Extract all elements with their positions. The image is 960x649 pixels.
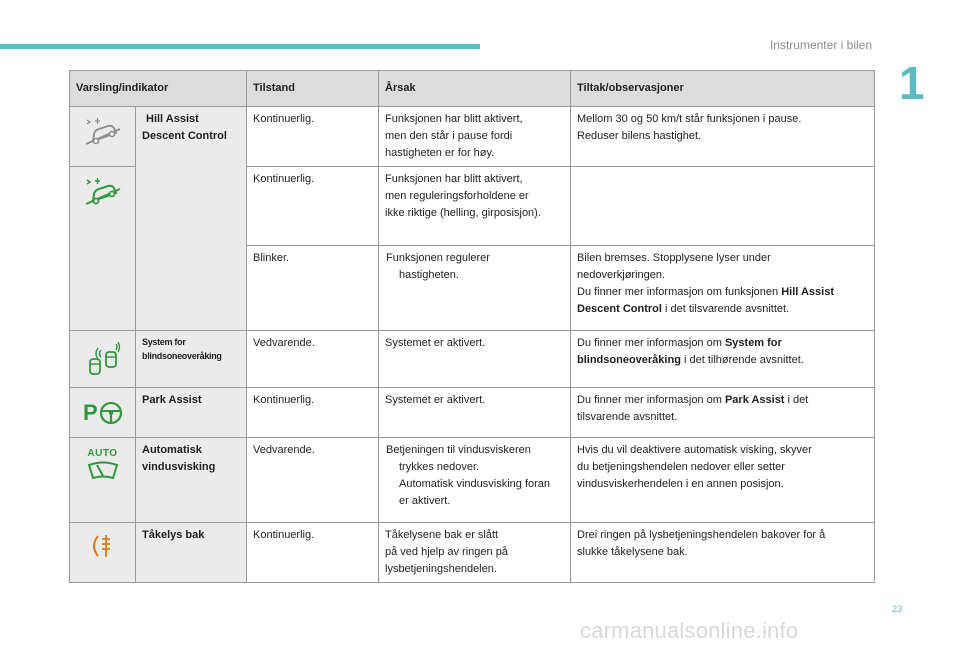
col-header-state: Tilstand <box>247 71 379 107</box>
cause-line: men den står i pause fordi <box>385 130 513 142</box>
action-text: Du finner mer informasjon om <box>577 337 725 349</box>
name-cell <box>136 331 247 388</box>
action-line: du betjeningshendelen nedover eller setter <box>577 461 785 473</box>
cause-line: er aktivert. <box>399 495 451 507</box>
action-line: tilsvarende avsnittet. <box>577 411 678 423</box>
state-cell: Kontinuerlig. <box>247 523 379 583</box>
action-line: slukke tåkelysene bak. <box>577 546 688 558</box>
action-line: Drei ringen på lysbetjeningshendelen bakover for å <box>577 529 826 541</box>
icon-cell <box>70 523 136 583</box>
table-row <box>70 388 875 438</box>
cause-line: Funksjonen har blitt aktivert, <box>385 113 523 125</box>
top-accent-bar <box>0 44 480 49</box>
cause-line: trykkes nedover. <box>399 461 480 473</box>
cause-line: men reguleringsforholdene er <box>385 190 529 202</box>
cause-line: hastigheten. <box>399 269 459 281</box>
rear-fog-light-icon <box>86 550 120 562</box>
wiper-name-line2: vindusvisking <box>142 461 216 473</box>
action-bold-text: Descent Control <box>577 303 662 315</box>
chapter-number: 1 <box>899 57 925 109</box>
cause-line: på ved hjelp av ringen på <box>385 546 508 558</box>
hill-assist-name-line2: Descent Control <box>142 130 227 142</box>
action-line: Mellom 30 og 50 km/t står funksjonen i pause. <box>577 113 802 125</box>
warning-indicator-table <box>69 70 875 583</box>
park-assist-icon <box>81 400 125 431</box>
action-line <box>577 301 868 318</box>
action-line: Bilen bremses. Stopplysene lyser under <box>577 252 771 264</box>
table-row <box>70 438 875 523</box>
state-cell: Vedvarende. <box>247 438 379 523</box>
action-bold-text: blindsoneoveråking <box>577 354 681 366</box>
col-header-cause: Årsak <box>379 71 571 107</box>
section-title: Instrumenter i bilen <box>769 38 872 52</box>
blind-spot-icon <box>85 368 121 380</box>
action-line: Reduser bilens hastighet. <box>577 130 702 142</box>
cause-cell <box>379 438 571 523</box>
wiper-icon <box>86 475 120 487</box>
cause-cell <box>379 167 571 246</box>
hill-descent-grey-icon <box>84 138 122 150</box>
action-cell <box>571 331 875 388</box>
action-text: Du finner mer informasjon om funksjonen <box>577 286 782 298</box>
action-cell <box>571 107 875 167</box>
action-bold-text: System for <box>724 337 782 349</box>
cause-line: Funksjonen regulerer <box>386 252 490 264</box>
action-cell <box>571 523 875 583</box>
state-cell: Blinker. <box>247 246 379 331</box>
action-line: Hvis du vil deaktivere automatisk visking, skyver <box>577 444 812 456</box>
cause-line: hastigheten er for høy. <box>385 147 495 159</box>
cause-cell <box>379 107 571 167</box>
blind-spot-name-line2: blindsoneoveråking <box>142 351 222 361</box>
icon-cell <box>70 107 136 167</box>
action-cell <box>571 246 875 331</box>
cause-line: Tåkelysene bak er slått <box>385 529 499 541</box>
icon-cell <box>70 438 136 523</box>
park-assist-name-cell: Park Assist <box>136 388 247 438</box>
state-cell: Kontinuerlig. <box>247 167 379 246</box>
table-row <box>70 331 875 388</box>
action-cell <box>571 438 875 523</box>
action-bold-text: Hill Assist <box>781 286 834 298</box>
cause-cell <box>379 246 571 331</box>
action-line <box>577 284 868 301</box>
auto-label: AUTO <box>87 448 118 459</box>
state-cell: Vedvarende. <box>247 331 379 388</box>
hill-assist-name-line1: Hill Assist <box>146 113 199 125</box>
cause-cell: Systemet er aktivert. <box>379 388 571 438</box>
icon-cell <box>70 388 136 438</box>
cause-line: Automatisk vindusvisking foran <box>399 478 551 490</box>
action-text: i det <box>784 394 809 406</box>
table-row <box>70 523 875 583</box>
hill-descent-green-icon <box>84 198 122 210</box>
action-text: i det tilsvarende avsnittet. <box>661 303 790 315</box>
cause-cell <box>379 523 571 583</box>
cause-line: Funksjonen har blitt aktivert, <box>385 173 523 185</box>
rear-fog-name-cell: Tåkelys bak <box>136 523 247 583</box>
action-text: i det tilhørende avsnittet. <box>680 354 804 366</box>
icon-cell <box>70 167 136 331</box>
table-header-row <box>70 71 875 107</box>
svg-text:P: P <box>82 400 98 425</box>
icon-cell <box>70 331 136 388</box>
col-header-action: Tiltak/observasjoner <box>571 71 875 107</box>
table-row <box>70 107 875 167</box>
cause-line: lysbetjeningshendelen. <box>385 563 497 575</box>
watermark: carmanualsonline.info <box>580 618 799 643</box>
cause-cell: Systemet er aktivert. <box>379 331 571 388</box>
action-line <box>577 335 868 352</box>
action-line: nedoverkjøringen. <box>577 269 666 281</box>
state-cell: Kontinuerlig. <box>247 107 379 167</box>
action-bold-text: Park Assist <box>724 394 785 406</box>
action-text: Du finner mer informasjon om <box>577 394 725 406</box>
action-line <box>577 352 868 369</box>
cause-line: Betjeningen til vindusviskeren <box>386 444 531 456</box>
action-line: vindusviskerhendelen i en annen posisjon. <box>577 478 784 490</box>
action-cell <box>571 388 875 438</box>
hill-assist-name-cell <box>136 107 247 331</box>
name-cell <box>136 438 247 523</box>
action-line <box>577 392 868 409</box>
col-header-indicator: Varsling/indikator <box>70 71 247 107</box>
action-cell <box>571 167 875 246</box>
blind-spot-name-line1: System for <box>142 337 186 347</box>
page-number: 23 <box>891 604 902 614</box>
cause-line: ikke riktige (helling, girposisjon). <box>385 207 541 219</box>
state-cell: Kontinuerlig. <box>247 388 379 438</box>
wiper-name-line1: Automatisk <box>142 444 202 456</box>
